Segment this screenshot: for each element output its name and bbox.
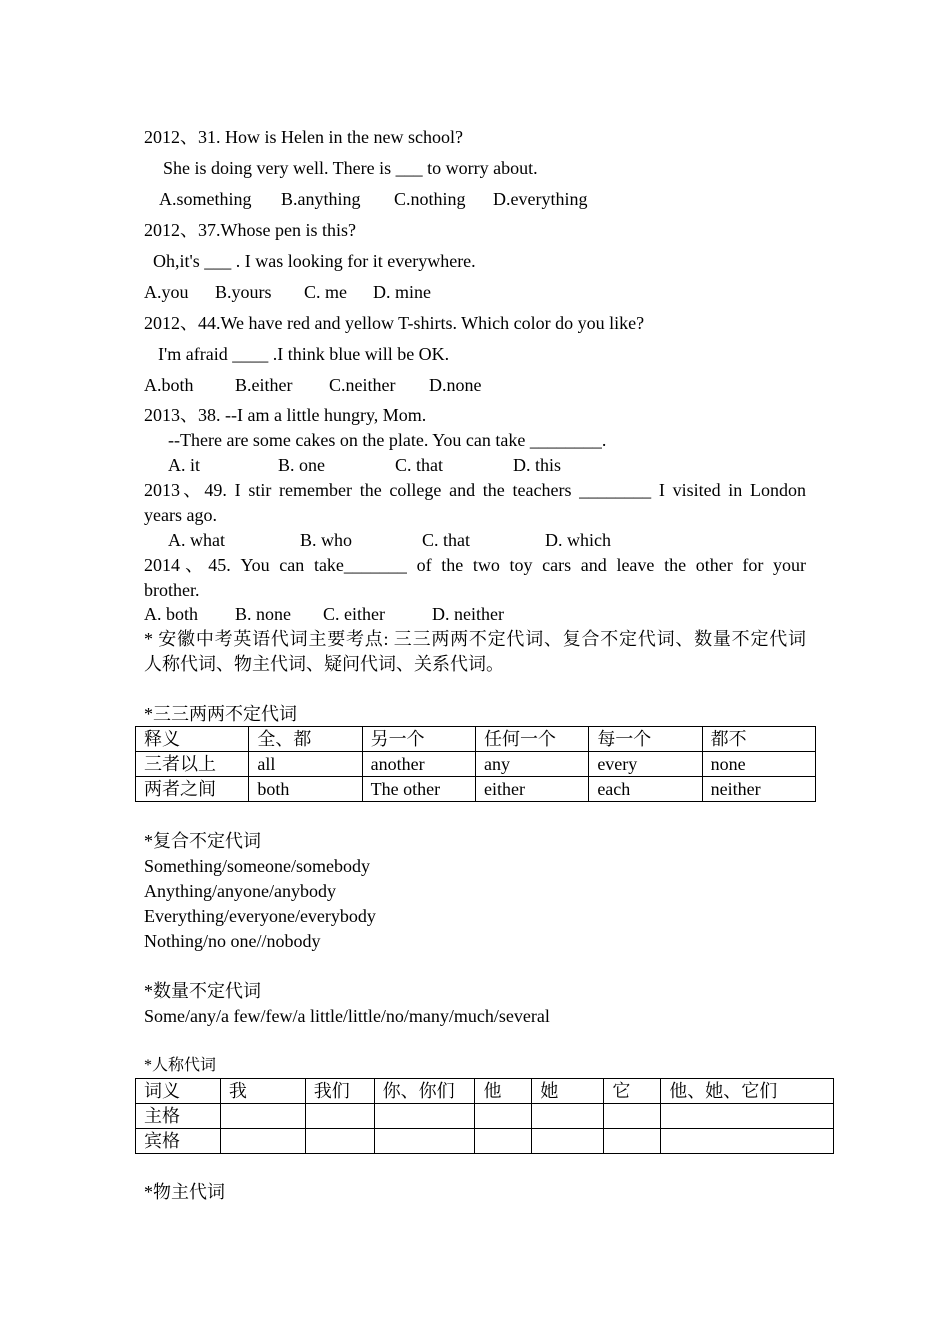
table-cell: 宾格 xyxy=(136,1129,221,1154)
table-cell: both xyxy=(249,777,362,802)
option-d: D. this xyxy=(513,455,562,475)
table-cell: none xyxy=(702,752,815,777)
personal-heading: *人称代词 xyxy=(144,1057,217,1074)
indefinite-table xyxy=(135,726,816,802)
table-cell: 每一个 xyxy=(589,727,702,752)
q4-options xyxy=(168,454,561,476)
table-cell: 我们 xyxy=(305,1079,374,1104)
table-cell: neither xyxy=(702,777,815,802)
quantity-text: Some/any/a few/few/a little/little/no/many/much/several xyxy=(144,1006,550,1026)
q3-options xyxy=(144,374,482,396)
table-cell xyxy=(475,1104,532,1129)
q5-options xyxy=(168,529,611,551)
table-cell: 他 xyxy=(475,1079,532,1104)
option-c: C. either xyxy=(323,604,385,624)
table-cell: 主格 xyxy=(136,1104,221,1129)
table-cell xyxy=(374,1129,475,1154)
option-a: A. it xyxy=(168,455,201,475)
compound-item: Everything/everyone/everybody xyxy=(144,906,376,926)
option-a: A. what xyxy=(168,530,225,550)
table-cell xyxy=(604,1129,661,1154)
table-cell xyxy=(661,1129,834,1154)
q1-options xyxy=(159,188,587,210)
option-d: D. mine xyxy=(373,282,431,302)
possessive-heading: *物主代词 xyxy=(144,1182,225,1202)
table-cell xyxy=(532,1129,604,1154)
q4-stem: 2013、38. --I am a little hungry, Mom. xyxy=(144,405,427,425)
table-cell: 另一个 xyxy=(362,727,475,752)
option-d: D. neither xyxy=(432,604,504,624)
table-cell xyxy=(532,1104,604,1129)
option-b: B. who xyxy=(300,530,353,550)
q2-line2: Oh,it's ___ . I was looking for it everywhere. xyxy=(153,251,476,271)
table-cell: all xyxy=(249,752,362,777)
option-b: B.yours xyxy=(215,282,272,302)
option-a: A.you xyxy=(144,282,189,302)
table-cell xyxy=(475,1129,532,1154)
table-row xyxy=(136,777,816,802)
compound-item: Something/someone/somebody xyxy=(144,856,370,876)
option-c: C.neither xyxy=(329,375,396,395)
q6-stem: 2014、45. You can take_______ of the two toy cars and leave the other for your xyxy=(144,555,806,575)
q5-stem: 2013、49. I stir remember the college and the teachers ________ I visited in London xyxy=(144,480,806,500)
table-cell xyxy=(604,1104,661,1129)
option-c: C.nothing xyxy=(394,189,466,209)
table-cell: 三者以上 xyxy=(136,752,249,777)
table-cell xyxy=(374,1104,475,1129)
table-cell: 他、她、它们 xyxy=(661,1079,834,1104)
q1-line2: She is doing very well. There is ___ to worry about. xyxy=(163,158,538,178)
table-cell xyxy=(220,1129,305,1154)
table-cell: 它 xyxy=(604,1079,661,1104)
table-cell: 你、你们 xyxy=(374,1079,475,1104)
table-cell xyxy=(305,1104,374,1129)
option-c: C. that xyxy=(395,455,443,475)
table-cell: 两者之间 xyxy=(136,777,249,802)
option-a: A.both xyxy=(144,375,194,395)
table-cell: 释义 xyxy=(136,727,249,752)
table-cell xyxy=(220,1104,305,1129)
table-cell: 我 xyxy=(220,1079,305,1104)
q5-line2: years ago. xyxy=(144,505,217,525)
option-d: D. which xyxy=(545,530,611,550)
table-cell: The other xyxy=(362,777,475,802)
q6-options xyxy=(144,603,504,625)
table-cell: every xyxy=(589,752,702,777)
q2-options xyxy=(144,281,431,303)
table-cell: 她 xyxy=(532,1079,604,1104)
compound-item: Nothing/no one//nobody xyxy=(144,931,321,951)
table-cell: 词义 xyxy=(136,1079,221,1104)
option-b: B.anything xyxy=(281,189,361,209)
q3-stem: 2012、44.We have red and yellow T-shirts. Which color do you like? xyxy=(144,313,645,333)
option-c: C. that xyxy=(422,530,470,550)
table-cell xyxy=(661,1104,834,1129)
quantity-heading: *数量不定代词 xyxy=(144,981,261,1001)
q4-line2: --There are some cakes on the plate. You can take ________. xyxy=(168,430,607,450)
summary-line1: * 安徽中考英语代词主要考点: 三三两两不定代词、复合不定代词、数量不定代词 xyxy=(144,629,806,649)
table-cell xyxy=(305,1129,374,1154)
q2-stem: 2012、37.Whose pen is this? xyxy=(144,220,356,240)
table-cell: another xyxy=(362,752,475,777)
summary-line2: 人称代词、物主代词、疑问代词、关系代词。 xyxy=(144,654,504,674)
indefinite-heading: *三三两两不定代词 xyxy=(144,704,297,724)
option-c: C. me xyxy=(304,282,347,302)
compound-item: Anything/anyone/anybody xyxy=(144,881,336,901)
q3-line2: I'm afraid ____ .I think blue will be OK. xyxy=(158,344,450,364)
compound-heading: *复合不定代词 xyxy=(144,831,261,851)
table-cell: each xyxy=(589,777,702,802)
table-cell: 都不 xyxy=(702,727,815,752)
option-b: B. one xyxy=(278,455,325,475)
option-b: B.either xyxy=(235,375,293,395)
table-row xyxy=(136,1104,834,1129)
personal-table xyxy=(135,1078,834,1154)
option-d: D.none xyxy=(429,375,482,395)
table-row xyxy=(136,1129,834,1154)
option-d: D.everything xyxy=(493,189,588,209)
q1-stem: 2012、31. How is Helen in the new school? xyxy=(144,127,463,147)
option-a: A. both xyxy=(144,604,198,624)
option-b: B. none xyxy=(235,604,291,624)
q6-line2: brother. xyxy=(144,580,200,600)
option-a: A.something xyxy=(159,189,252,209)
table-cell: 任何一个 xyxy=(475,727,588,752)
table-cell: any xyxy=(475,752,588,777)
table-row xyxy=(136,727,816,752)
table-row xyxy=(136,752,816,777)
table-row xyxy=(136,1079,834,1104)
table-cell: either xyxy=(475,777,588,802)
table-cell: 全、都 xyxy=(249,727,362,752)
